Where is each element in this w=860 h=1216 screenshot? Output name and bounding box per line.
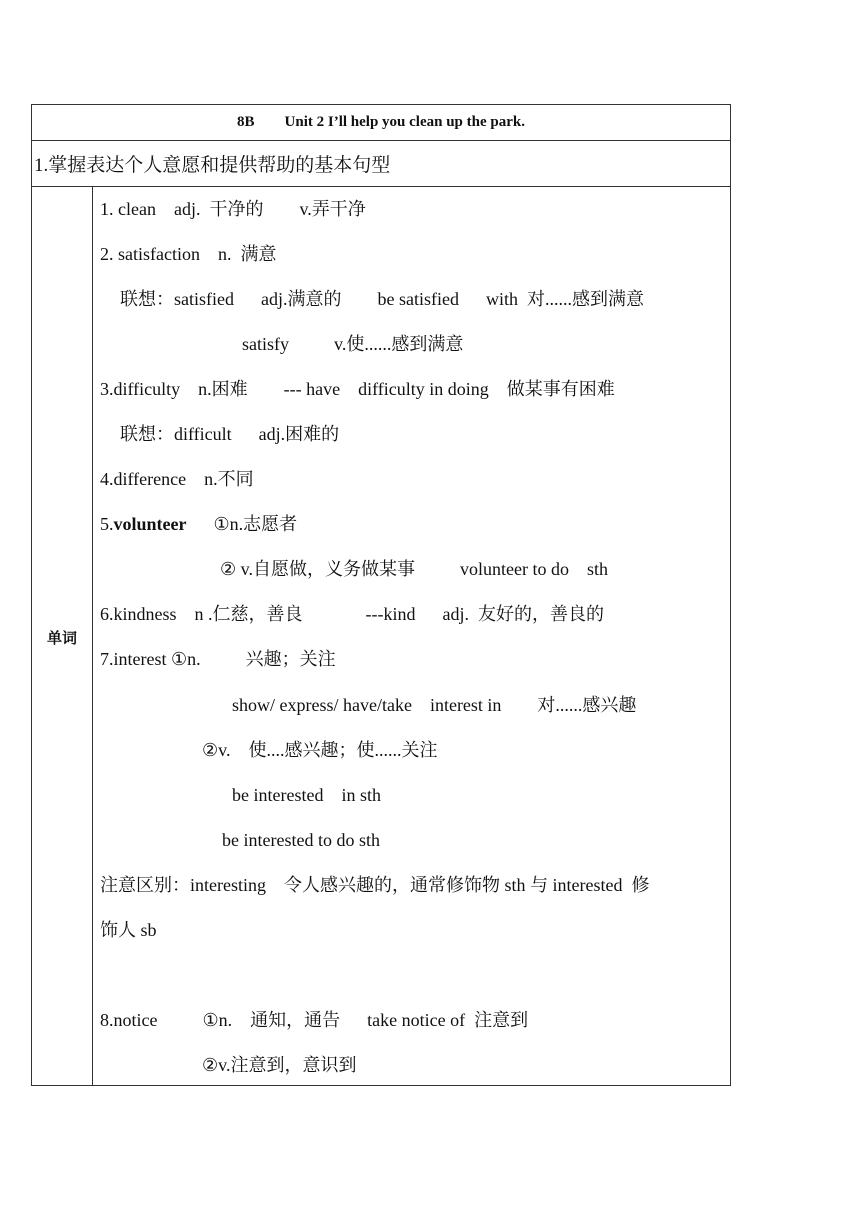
vocab-line: 2. satisfaction n. 满意 xyxy=(100,244,277,264)
vocab-line xyxy=(100,513,297,535)
learning-goal: 1.掌握表达个人意愿和提供帮助的基本句型 xyxy=(34,155,391,176)
vocab-line: 1. clean adj. 干净的 v.弄干净 xyxy=(100,199,366,219)
vocab-line: be interested in sth xyxy=(232,785,381,805)
vocab-line: 4.difference n.不同 xyxy=(100,469,254,489)
vocab-line: 6.kindness n .仁慈，善良 ---kind adj. 友好的，善良的 xyxy=(100,604,604,624)
unit-title: 8B Unit 2 I’ll help you clean up the park. xyxy=(237,114,525,130)
vocab-headword: volunteer xyxy=(113,514,187,534)
goal-row xyxy=(32,140,730,187)
vocab-line: be interested to do sth xyxy=(222,830,380,850)
vocab-line: ② v.自愿做，义务做某事 volunteer to do sth xyxy=(220,559,608,579)
vocab-line: 联想：difficult adj.困难的 xyxy=(120,424,340,444)
label-column xyxy=(32,186,93,1085)
vocab-line: 3.difficulty n.困难 --- have difficulty in doing 做某事有困难 xyxy=(100,379,615,399)
vocab-line: 联想：satisfied adj.满意的 be satisfied with 对......感到满意 xyxy=(120,289,644,309)
vocab-line: ②v. 使....感兴趣；使......关注 xyxy=(202,740,438,760)
vocab-line: ②v.注意到，意识到 xyxy=(202,1055,357,1075)
vocab-line: 饰人 sb xyxy=(100,920,157,940)
section-label: 单词 xyxy=(46,629,77,647)
vocab-line: 注意区别：interesting 令人感兴趣的，通常修饰物 sth 与 interested 修 xyxy=(100,875,650,895)
vocab-number: 5. xyxy=(100,514,114,534)
vocab-line: show/ express/ have/take interest in 对......感兴趣 xyxy=(232,695,637,715)
title-row xyxy=(32,105,730,141)
vocab-line: satisfy v.使......感到满意 xyxy=(242,334,464,354)
vocab-line: 8.notice ①n. 通知，通告 take notice of 注意到 xyxy=(100,1010,529,1030)
vocab-line: 7.interest ①n. 兴趣；关注 xyxy=(100,649,336,669)
vocab-definition: ①n.志愿者 xyxy=(186,514,298,534)
